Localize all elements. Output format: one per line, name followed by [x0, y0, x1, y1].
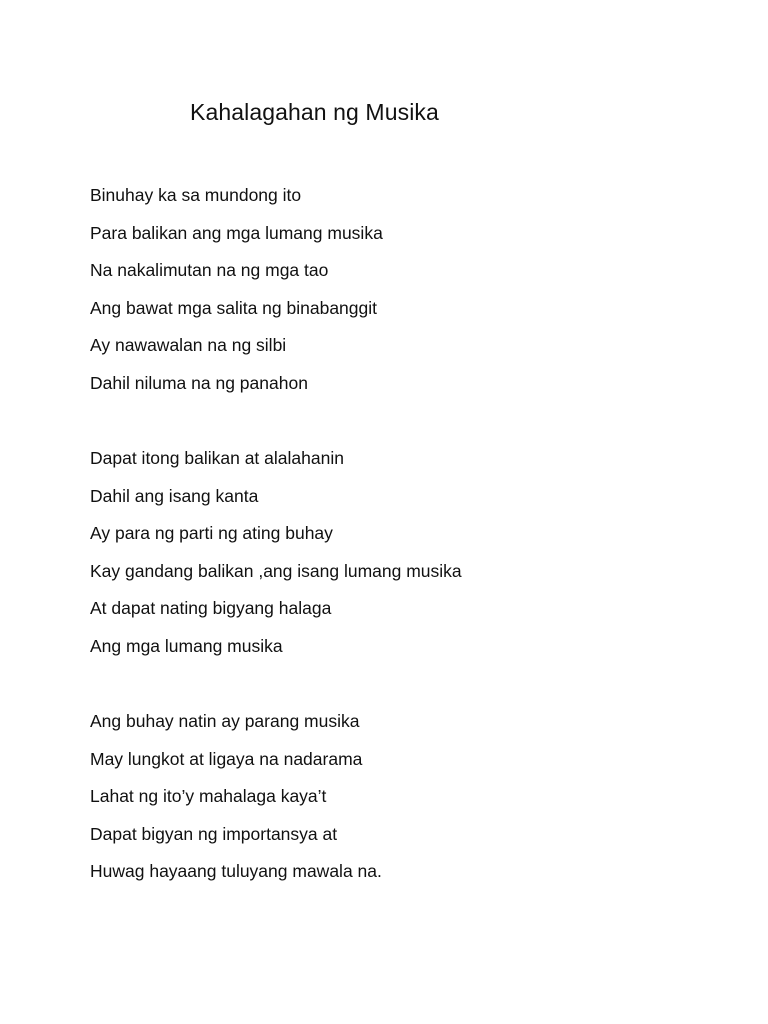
poem-line: Ay para ng parti ng ating buhay	[90, 523, 333, 544]
poem-line: Ang buhay natin ay parang musika	[90, 711, 360, 731]
poem-line: Ay nawawalan na ng silbi	[90, 335, 287, 356]
poem-line: Dapat itong balikan at alalahanin	[90, 448, 344, 468]
stanza-3	[90, 709, 382, 897]
poem-line: Binuhay ka sa mundong ito	[90, 185, 302, 205]
poem-line: Ang mga lumang musika	[90, 635, 283, 656]
stanza-2	[90, 446, 462, 672]
stanza-1	[90, 183, 383, 409]
poem-line: Dapat bigyan ng importansya at	[90, 823, 338, 844]
poem-line: May lungkot at ligaya na nadarama	[90, 748, 363, 769]
poem-line: Huwag hayaang tuluyang mawala na.	[90, 861, 382, 882]
poem-line: Dahil niluma na ng panahon	[90, 372, 308, 393]
poem-line: Lahat ng ito’y mahalaga kaya’t	[90, 786, 327, 807]
poem-line: Dahil ang isang kanta	[90, 485, 259, 506]
poem-line: Na nakalimutan na ng mga tao	[90, 260, 329, 281]
poem-line: Kay gandang balikan ,ang isang lumang musika	[90, 560, 462, 581]
poem-line: Ang bawat mga salita ng binabanggit	[90, 297, 378, 318]
poem-line: Para balikan ang mga lumang musika	[90, 222, 383, 243]
poem-title: Kahalagahan ng Musika	[190, 99, 439, 125]
poem-line: At dapat nating bigyang halaga	[90, 598, 332, 619]
